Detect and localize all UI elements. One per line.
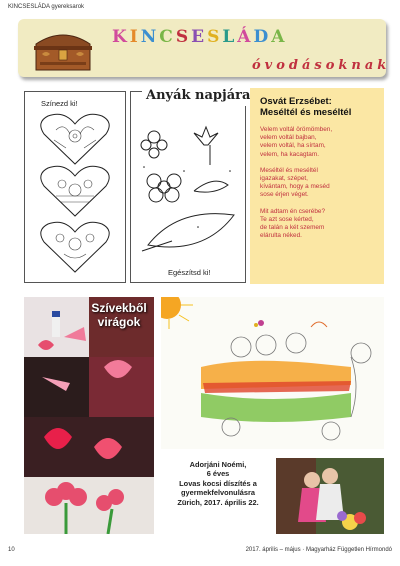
title-letter: K (112, 27, 130, 47)
hearts-coloring-illustration (36, 112, 114, 276)
poem-box-content (250, 88, 384, 292)
title-letter: Á (237, 27, 254, 47)
poem-author: Osvát Erzsébet: (260, 96, 332, 107)
craft-title: Szívekből virágok (91, 301, 147, 329)
flowers-dot-to-dot-illustration (134, 115, 240, 265)
poem-stanza-3: Mit adtam én cserébe? Te azt sose kérted, de talán a két szemem elárulta néked. (260, 207, 326, 240)
title-letter: L (222, 27, 238, 47)
complete-hint: Egészítsd ki! (168, 268, 211, 277)
title-letter: C (159, 27, 176, 47)
page-footer (8, 547, 392, 553)
magazine-title (112, 27, 287, 47)
title-letter: S (207, 27, 223, 47)
magazine-subtitle: óvodásoknak (252, 58, 391, 73)
drawing-caption: Adorjáni Noémi, 6 éves Lovas kocsi díszítés a gyermekfelvonulásra Zürich, 2017. április 22. (177, 460, 259, 507)
treasure-chest-illustration (30, 24, 96, 74)
publication-line: 2017. április – május · Magyarház Független Hírmondó (245, 547, 392, 553)
color-hint: Színezd ki! (41, 99, 78, 108)
poem-stanza-1: Velem voltál örömömben, velem voltál bajban, velem voltál, ha sírtam, velem, ha kacagtam. (260, 126, 333, 158)
children-photo (276, 458, 384, 534)
poem-title: Meséltél és meséltél (260, 107, 352, 118)
title-letter: E (191, 27, 208, 47)
coloring-title: Anyák napjára (146, 88, 251, 103)
poem-stanza-2: Meséltél és meséltél igazakat, szépet, kívántam, hogy a meséd sose érjen véget. (260, 166, 330, 199)
title-letter: N (140, 27, 160, 47)
title-letter: S (175, 27, 192, 47)
title-letter: I (129, 27, 141, 47)
running-head: KINCSESLÁDA gyereksarok (8, 4, 85, 10)
child-drawing-photo (161, 297, 384, 449)
page-number: 10 (8, 547, 15, 553)
title-letter: A (271, 27, 288, 47)
title-letter: D (253, 27, 272, 47)
craft-collage (24, 297, 154, 534)
